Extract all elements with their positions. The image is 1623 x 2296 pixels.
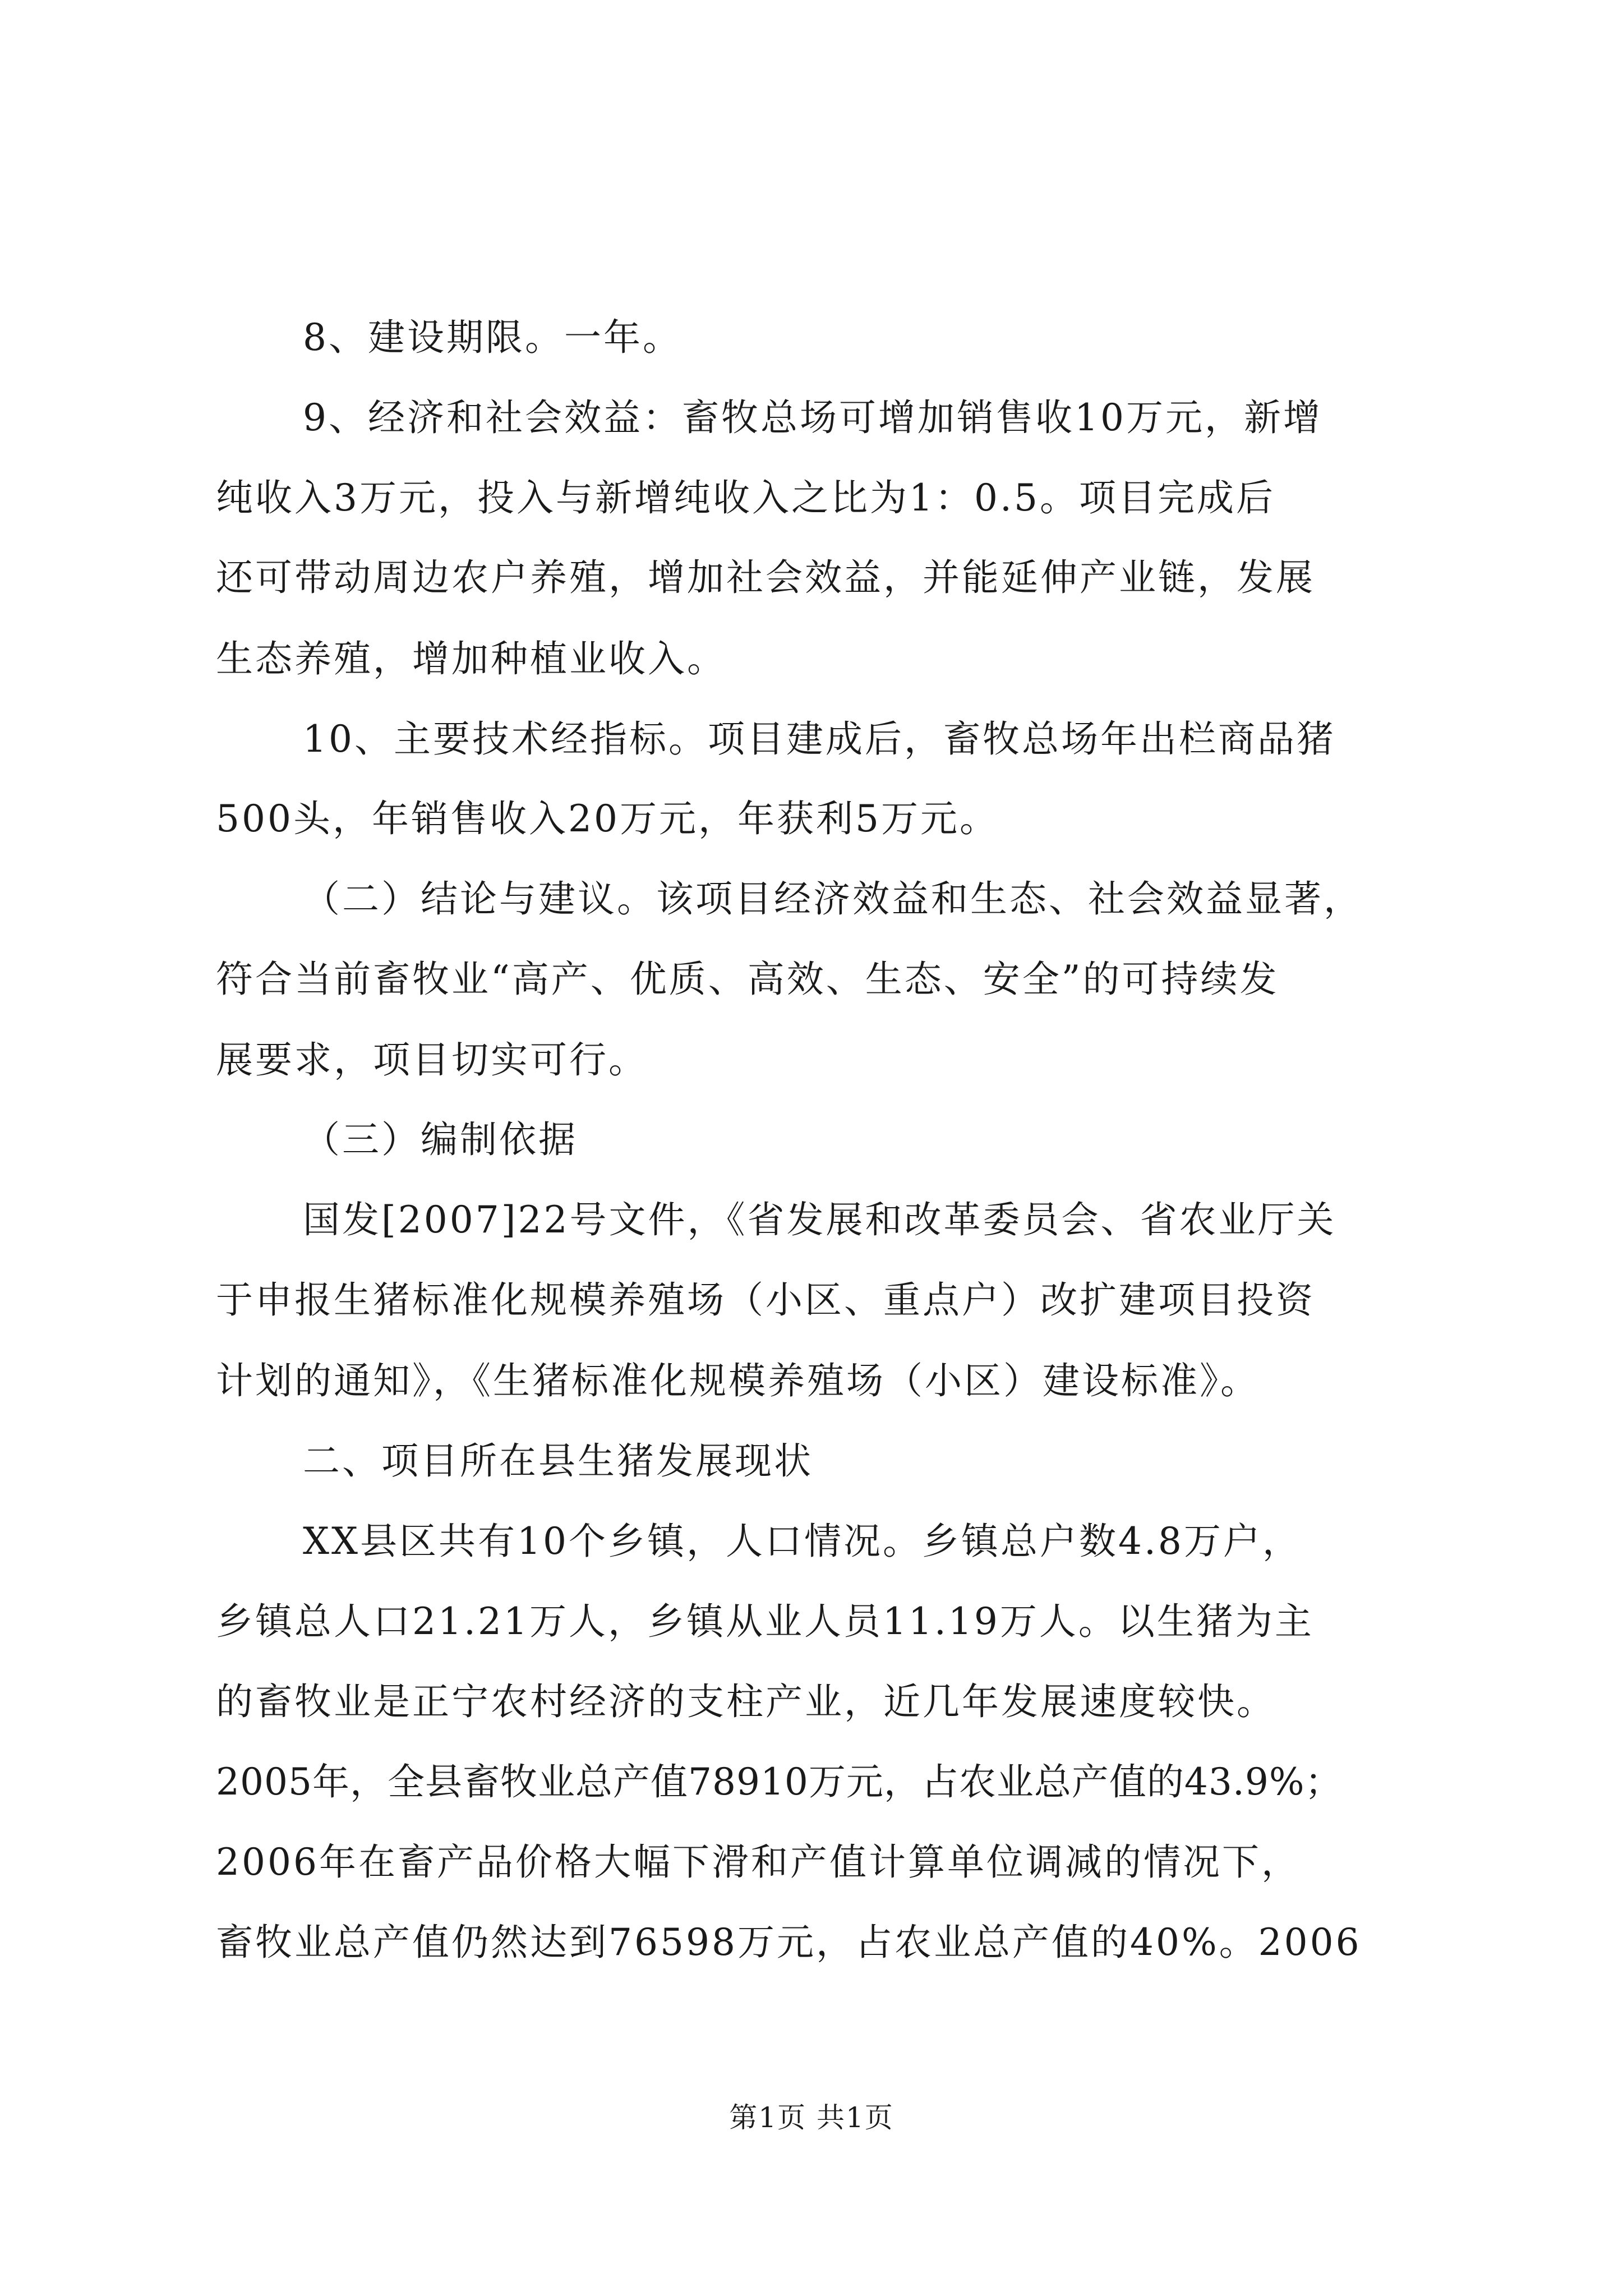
body-line-3: 纯收入3万元，投入与新增纯收入之比为1：0.5。项目完成后: [216, 476, 1275, 519]
section-heading-status: 二、项目所在县生猪发展现状: [303, 1439, 813, 1483]
body-line-10: 展要求，项目切实可行。: [216, 1038, 648, 1082]
body-line-6: 10、主要技术经指标。项目建成后，畜牧总场年出栏商品猪: [303, 717, 1336, 761]
body-line-9: 符合当前畜牧业“高产、优质、高效、生态、安全”的可持续发: [216, 958, 1279, 1001]
body-line-5: 生态养殖，增加种植业收入。: [216, 637, 726, 680]
body-line-13: 于申报生猪标准化规模养殖场（小区、重点户）改扩建项目投资: [216, 1278, 1315, 1322]
body-line-4: 还可带动周边农户养殖，增加社会效益，并能延伸产业链，发展: [216, 556, 1315, 599]
body-line-12: 国发[2007]22号文件，《省发展和改革委员会、省农业厅关: [303, 1198, 1336, 1241]
section-heading-basis: （三）编制依据: [303, 1118, 578, 1161]
body-line-7: 500头，年销售收入20万元，年获利5万元。: [216, 797, 999, 840]
page-footer: 第1页 共1页: [729, 2101, 894, 2134]
body-line-8: （二）结论与建议。该项目经济效益和生态、社会效益显著，: [303, 877, 1363, 921]
body-line-21: 畜牧业总产值仍然达到76598万元，占农业总产值的40%。2006: [216, 1921, 1362, 1964]
body-line-19: 2005年，全县畜牧业总产值78910万元，占农业总产值的43.9%；: [216, 1760, 1343, 1803]
body-line-2: 9、经济和社会效益：畜牧总场可增加销售收10万元，新增: [303, 396, 1322, 439]
body-line-1: 8、建设期限。一年。: [303, 316, 682, 359]
body-line-18: 的畜牧业是正宁农村经济的支柱产业，近几年发展速度较快。: [216, 1680, 1276, 1723]
body-line-16: XX县区共有10个乡镇，人口情况。乡镇总户数4.8万户，: [303, 1520, 1302, 1563]
body-line-17: 乡镇总人口21.21万人，乡镇从业人员11.19万人。以生猪为主: [216, 1600, 1314, 1643]
body-line-14: 计划的通知》，《生猪标准化规模养殖场（小区）建设标准》。: [216, 1359, 1260, 1402]
body-line-20: 2006年在畜产品价格大幅下滑和产值计算单位调减的情况下，: [216, 1841, 1301, 1884]
